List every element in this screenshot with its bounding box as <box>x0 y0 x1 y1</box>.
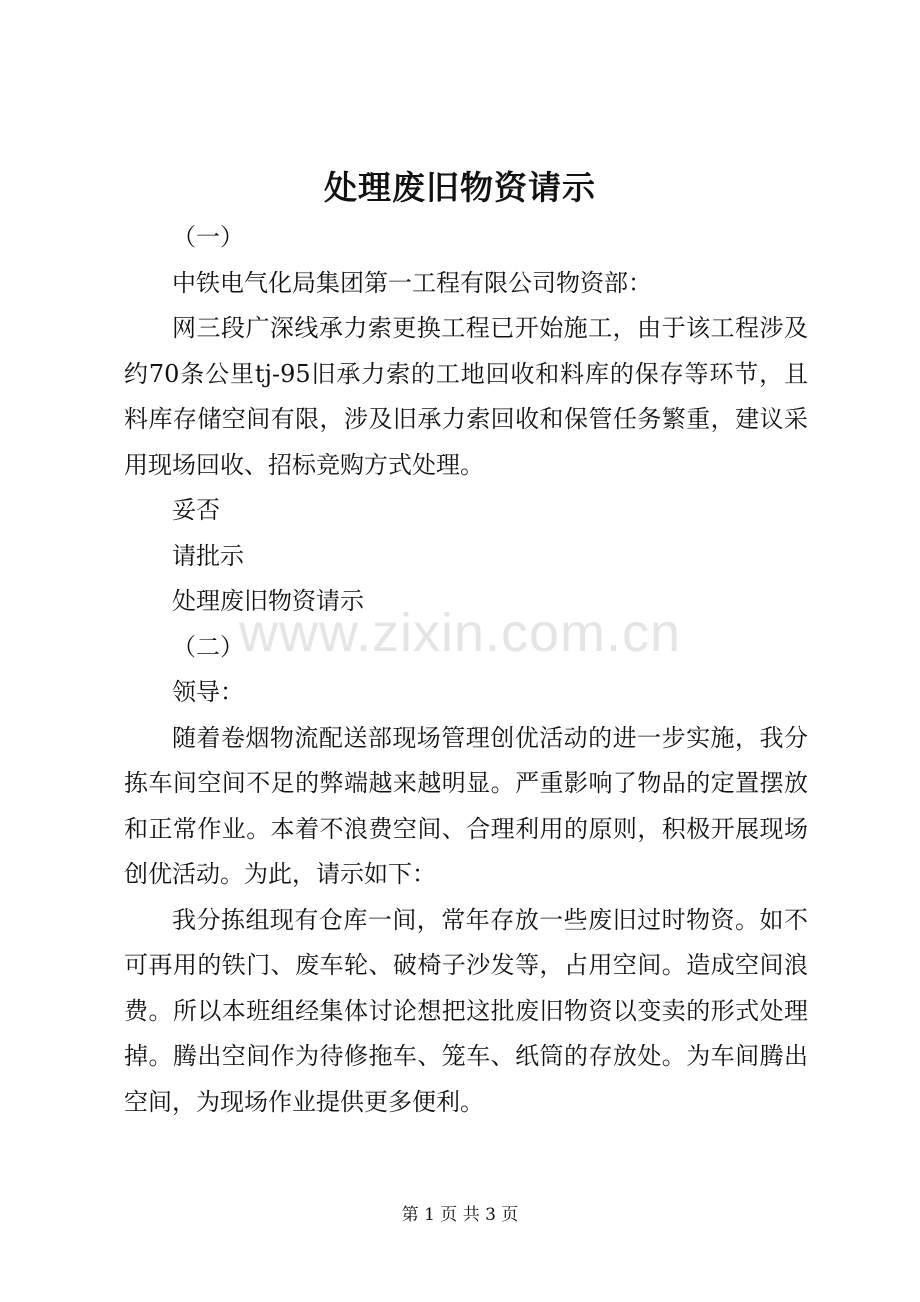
section-marker-two: （二） <box>172 632 244 661</box>
body-paragraph-three: 我分拣组现有仓库一间，常年存放一些废旧过时物资。如不可再用的铁门、废车轮、破椅子沙发等，占用空间。造成空间浪费。所以本班组经集体讨论想把这批废旧物资以变卖的形式处理掉。腾出空间作为待修拖车、笼车、纸筒的存放处。为车间腾出空间，为现场作业提供更多便利。 <box>124 905 808 1116</box>
addressee-one: 中铁电气化局集团第一工程有限公司物资部： <box>172 268 652 297</box>
section-marker-one: （一） <box>172 223 244 251</box>
document-title: 处理废旧物资请示 <box>324 168 596 207</box>
closing-question: 妥否 <box>172 496 220 524</box>
closing-request: 请批示 <box>172 541 244 570</box>
document-body <box>124 215 808 1125</box>
subtitle-repeat: 处理废旧物资请示 <box>172 587 364 615</box>
body-paragraph-two: 随着卷烟物流配送部现场管理创优活动的进一步实施，我分拣车间空间不足的弊端越来越明显。严重影响了物品的定置摆放和正常作业。本着不浪费空间、合理利用的原则，积极开展现场创优活动。为此，请示如下： <box>124 723 808 888</box>
body-paragraph-one: 网三段广深线承力索更换工程已开始施工，由于该工程涉及约70条公里tj-95旧承力索的工地回收和料库的保存等环节，且料库存储空间有限，涉及旧承力索回收和保管任务繁重，建议采用现场回收、招标竞购方式处理。 <box>124 314 808 479</box>
watermark-text: www.zixin.com.cn <box>238 603 682 663</box>
addressee-two: 领导： <box>172 678 244 706</box>
page-footer: 第 1 页 共 3 页 <box>401 1205 519 1225</box>
